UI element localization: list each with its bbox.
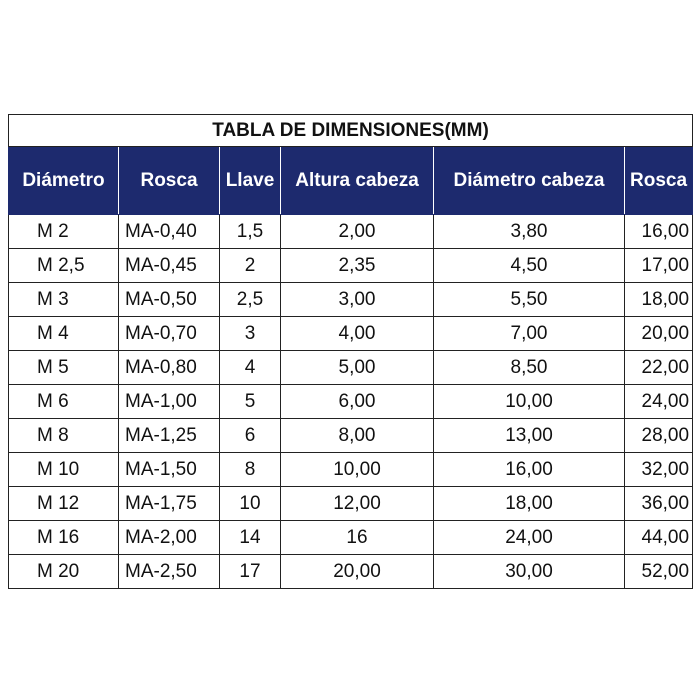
cell-diameter: M 6 xyxy=(9,385,119,419)
cell-wrench: 2 xyxy=(220,249,281,283)
cell-diameter: M 5 xyxy=(9,351,119,385)
dimensions-table xyxy=(8,114,693,589)
cell-wrench: 17 xyxy=(220,555,281,589)
cell-head-height: 5,00 xyxy=(281,351,434,385)
cell-wrench: 1,5 xyxy=(220,215,281,249)
table-row xyxy=(9,487,693,521)
cell-thread-length: 22,00 xyxy=(625,351,693,385)
cell-head-height: 4,00 xyxy=(281,317,434,351)
cell-wrench: 4 xyxy=(220,351,281,385)
cell-thread-length: 44,00 xyxy=(625,521,693,555)
cell-thread-length: 32,00 xyxy=(625,453,693,487)
cell-diameter: M 20 xyxy=(9,555,119,589)
column-header-head-diameter: Diámetro cabeza xyxy=(434,147,625,215)
cell-head-height: 16 xyxy=(281,521,434,555)
cell-diameter: M 12 xyxy=(9,487,119,521)
cell-thread-length: 36,00 xyxy=(625,487,693,521)
cell-head-diameter: 10,00 xyxy=(434,385,625,419)
cell-thread-length: 17,00 xyxy=(625,249,693,283)
cell-diameter: M 3 xyxy=(9,283,119,317)
cell-thread: MA-1,50 xyxy=(119,453,220,487)
column-header-wrench: Llave xyxy=(220,147,281,215)
cell-head-diameter: 5,50 xyxy=(434,283,625,317)
cell-wrench: 14 xyxy=(220,521,281,555)
table-row xyxy=(9,317,693,351)
cell-head-diameter: 4,50 xyxy=(434,249,625,283)
cell-thread: MA-1,75 xyxy=(119,487,220,521)
cell-thread-length: 20,00 xyxy=(625,317,693,351)
cell-diameter: M 4 xyxy=(9,317,119,351)
cell-head-height: 2,00 xyxy=(281,215,434,249)
table-row xyxy=(9,521,693,555)
cell-thread: MA-2,50 xyxy=(119,555,220,589)
cell-head-diameter: 24,00 xyxy=(434,521,625,555)
cell-wrench: 2,5 xyxy=(220,283,281,317)
cell-head-diameter: 30,00 xyxy=(434,555,625,589)
table-body xyxy=(9,215,693,589)
column-header-head-height: Altura cabeza xyxy=(281,147,434,215)
column-header-thread-length: Rosca xyxy=(625,147,693,215)
cell-head-diameter: 13,00 xyxy=(434,419,625,453)
table-row xyxy=(9,351,693,385)
cell-head-height: 3,00 xyxy=(281,283,434,317)
cell-thread: MA-0,40 xyxy=(119,215,220,249)
cell-thread: MA-1,25 xyxy=(119,419,220,453)
cell-diameter: M 10 xyxy=(9,453,119,487)
column-header-diameter: Diámetro xyxy=(9,147,119,215)
cell-head-height: 8,00 xyxy=(281,419,434,453)
cell-thread-length: 18,00 xyxy=(625,283,693,317)
dimensions-sheet xyxy=(8,114,692,589)
cell-head-diameter: 3,80 xyxy=(434,215,625,249)
table-row xyxy=(9,283,693,317)
cell-wrench: 3 xyxy=(220,317,281,351)
cell-wrench: 8 xyxy=(220,453,281,487)
cell-wrench: 5 xyxy=(220,385,281,419)
table-row xyxy=(9,419,693,453)
cell-head-diameter: 18,00 xyxy=(434,487,625,521)
cell-head-height: 20,00 xyxy=(281,555,434,589)
cell-head-height: 6,00 xyxy=(281,385,434,419)
cell-thread: MA-0,50 xyxy=(119,283,220,317)
table-row xyxy=(9,385,693,419)
table-row xyxy=(9,249,693,283)
cell-diameter: M 2 xyxy=(9,215,119,249)
cell-thread: MA-2,00 xyxy=(119,521,220,555)
table-row xyxy=(9,453,693,487)
column-header-thread: Rosca xyxy=(119,147,220,215)
cell-head-diameter: 7,00 xyxy=(434,317,625,351)
cell-thread: MA-0,70 xyxy=(119,317,220,351)
cell-wrench: 6 xyxy=(220,419,281,453)
cell-thread: MA-0,80 xyxy=(119,351,220,385)
table-row xyxy=(9,555,693,589)
cell-head-height: 2,35 xyxy=(281,249,434,283)
table-title: TABLA DE DIMENSIONES(MM) xyxy=(9,115,693,147)
cell-head-diameter: 16,00 xyxy=(434,453,625,487)
cell-thread: MA-0,45 xyxy=(119,249,220,283)
cell-wrench: 10 xyxy=(220,487,281,521)
header-row xyxy=(9,147,693,215)
cell-head-height: 10,00 xyxy=(281,453,434,487)
cell-thread-length: 52,00 xyxy=(625,555,693,589)
cell-diameter: M 2,5 xyxy=(9,249,119,283)
cell-thread-length: 28,00 xyxy=(625,419,693,453)
cell-diameter: M 16 xyxy=(9,521,119,555)
cell-thread: MA-1,00 xyxy=(119,385,220,419)
cell-diameter: M 8 xyxy=(9,419,119,453)
cell-head-height: 12,00 xyxy=(281,487,434,521)
table-row xyxy=(9,215,693,249)
cell-head-diameter: 8,50 xyxy=(434,351,625,385)
cell-thread-length: 24,00 xyxy=(625,385,693,419)
cell-thread-length: 16,00 xyxy=(625,215,693,249)
